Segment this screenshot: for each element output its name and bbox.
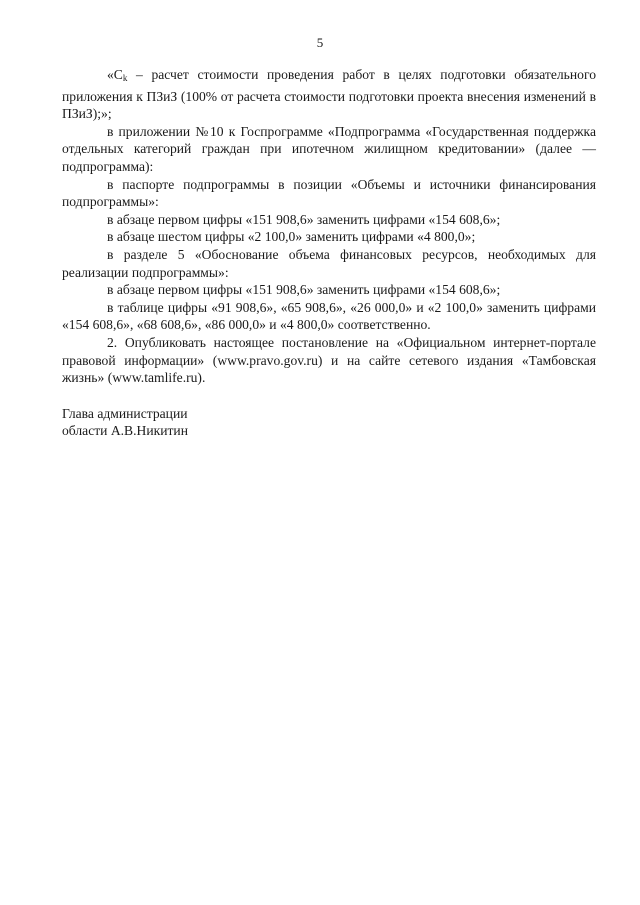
document-body bbox=[62, 66, 596, 387]
paragraph-table-figures: в таблице цифры «91 908,6», «65 908,6», «26 000,0» и «2 100,0» заменить цифрами «154 608,6», «68 608,6», «86 000,0» и «4 800,0» соответственно. bbox=[62, 299, 596, 333]
signature-block bbox=[62, 405, 188, 439]
paragraph-formula-definition bbox=[62, 66, 596, 123]
paragraph-sixth-abzac: в абзаце шестом цифры «2 100,0» заменить цифрами «4 800,0»; bbox=[107, 229, 476, 245]
paragraph-first-abzac: в абзаце первом цифры «151 908,6» заменить цифрами «154 608,6»; bbox=[107, 211, 501, 227]
formula-symbol: «C bbox=[107, 67, 123, 82]
page-number: 5 bbox=[316, 35, 324, 50]
signature-name: области А.В.Никитин bbox=[62, 423, 188, 438]
paragraph-publication: 2. Опубликовать настоящее постановление на «Официальном интернет-портале правовой информации» (www.pravo.gov.ru) и на сайте сетевого издания «Тамбовская жизнь» (www.tamlife.ru). bbox=[62, 334, 596, 386]
paragraph-section-5: в разделе 5 «Обоснование объема финансовых ресурсов, необходимых для реализации подпрограммы»: bbox=[62, 246, 596, 280]
paragraph-section-5-first-abzac: в абзаце первом цифры «151 908,6» заменить цифрами «154 608,6»; bbox=[107, 282, 501, 298]
formula-subscript: k bbox=[122, 73, 128, 83]
formula-definition-text: – расчет стоимости проведения работ в целях подготовки обязательного приложения к ПЗиЗ (100% от расчета стоимости подготовки проекта внесения изменений в ПЗиЗ);»; bbox=[62, 67, 596, 122]
paragraph-appendix-10: в приложении №10 к Госпрограмме «Подпрограмма «Государственная поддержка отдельных категорий граждан при ипотечном жилищном кредитовании» (далее — подпрограмма): bbox=[62, 123, 596, 174]
paragraph-passport: в паспорте подпрограммы в позиции «Объемы и источники финансирования подпрограммы»: bbox=[62, 176, 596, 210]
signature-title: Глава администрации bbox=[62, 406, 188, 421]
